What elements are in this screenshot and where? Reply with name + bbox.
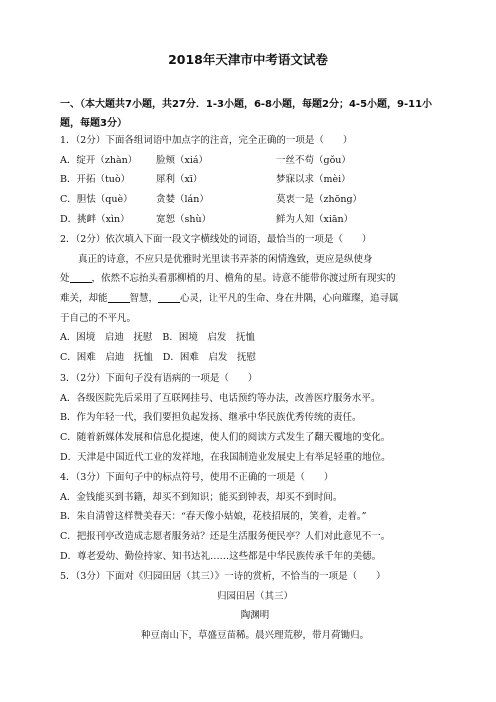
question-5 (60, 567, 450, 646)
q1-option-b (60, 170, 450, 190)
q1-d-word1: D．挑衅（xìn） (60, 213, 130, 225)
q1-option-d (60, 210, 450, 230)
q4-option-a: A．金钱能买到书籍，却买不到知识；能买到钟表，却买不到时间。 (60, 491, 343, 503)
q5-stem: 5．（3分）下面对《归园田居（其三）》一诗的赏析，不恰当的一项是（ ） (60, 571, 386, 582)
section-header: 一、（本大题共7小题，共27分．1-3小题，6-8小题，每题2分；4-5小题，9-11小题，每题3分） (60, 99, 433, 129)
question-3 (60, 369, 450, 467)
q1-b-word2: 犀利（xī） (156, 174, 203, 186)
q1-option-a (60, 151, 450, 171)
q1-b-word1: B．开拓（tuò） (60, 174, 131, 186)
fill-blank[interactable] (108, 291, 130, 303)
q2-text: 处 (60, 273, 70, 285)
poem-title: 归园田居（其三） (216, 590, 293, 602)
question-2 (60, 230, 450, 368)
q4-option-c: C．把报刊亭改造成志愿者服务站？还是生活服务便民亭？人们对此意见不一。 (60, 531, 391, 543)
q2-options-ab (60, 328, 450, 348)
q4-option-b: B．朱自清曾这样赞美春天：“春天像小姑娘，花枝招展的，笑着，走着。” (60, 511, 367, 523)
q2-text: 智慧， (129, 293, 159, 305)
q2-text: 难关，却能 (60, 293, 108, 305)
q4-stem: 4．（3分）下面句子中的标点符号，使用不正确的一项是（ ） (60, 472, 334, 483)
document-title: 2018年天津市中考语文试卷 (168, 52, 328, 67)
q2-stem: 2．（2分）依次填入下面一段文字横线处的词语，最恰当的一项是（ ） (60, 234, 372, 245)
fill-blank[interactable] (70, 271, 92, 283)
q2-passage-line3 (60, 289, 450, 309)
q2-options-cd (60, 348, 450, 368)
q2-text: ，依然不忘抬头看那柳梢的月、檐角的星。诗意不能带你渡过所有现实的 (91, 273, 396, 285)
q2-option-d: D．困难 启发 抚慰 (162, 352, 256, 364)
q2-option-c: C．困难 启迪 抚恤 (60, 352, 153, 364)
poem-line-1: 种豆南山下，草盛豆苗稀。晨兴理荒秽，带月荷锄归。 (140, 630, 369, 642)
question-1 (60, 131, 450, 229)
q3-option-c: C．随着新媒体发展和信息化提速，使人们的阅读方式发生了翻天覆地的变化。 (60, 432, 391, 444)
fill-blank[interactable] (158, 291, 180, 303)
q3-option-d: D．天津是中国近代工业的发祥地，在我国制造业发展史上有举足轻重的地位。 (60, 451, 391, 463)
q1-a-word1: A．绽开（zhàn） (60, 154, 138, 166)
q4-option-d: D．尊老爱幼、勤俭持家、知书达礼……这些都是中华民族传承千年的美德。 (60, 550, 382, 562)
q1-c-word2: 贪婪（lán） (156, 194, 209, 206)
q2-passage-line2 (60, 269, 450, 289)
q1-stem: 1．（2分）下面各组词语中加点字的注音，完全正确的一项是（ ） (60, 135, 353, 146)
q2-passage-line1: 真正的诗意，不应只是优雅时光里读书弄茶的闲情逸致，更应是纵使身 (78, 253, 373, 265)
q2-option-b: B．困境 启发 抚恤 (162, 332, 255, 344)
q1-option-c (60, 190, 450, 210)
q1-a-word3: 一丝不苟（gǒu） (276, 154, 351, 166)
question-4 (60, 468, 450, 566)
q1-a-word2: 脸颊（xiá） (156, 154, 209, 166)
q2-text: 心灵，让平凡的生命、身在井隅，心向璀璨，追寻属 (180, 293, 399, 305)
q1-b-word3: 梦寐以求（mèi） (276, 174, 351, 186)
q3-stem: 3．（2分）下面句子没有语病的一项是（ ） (60, 373, 258, 384)
q1-c-word3: 莫衷一是（zhōng） (276, 194, 363, 206)
q3-option-a: A．各级医院先后采用了互联网挂号、电话预约等办法，改善医疗服务水平。 (60, 392, 381, 404)
poem-author: 陶渊明 (240, 610, 270, 622)
q2-option-a: A．困境 启迪 抚慰 (60, 332, 153, 344)
q1-d-word3: 鲜为人知（xiān） (276, 213, 354, 225)
q3-option-b: B．作为年轻一代，我们要担负起发扬、继承中华民族优秀传统的责任。 (60, 412, 362, 424)
q1-d-word2: 宽恕（shù） (156, 213, 212, 225)
q1-c-word1: C．胆怯（què） (60, 194, 133, 206)
q2-passage-line4: 于自己的不平凡。 (60, 312, 137, 324)
